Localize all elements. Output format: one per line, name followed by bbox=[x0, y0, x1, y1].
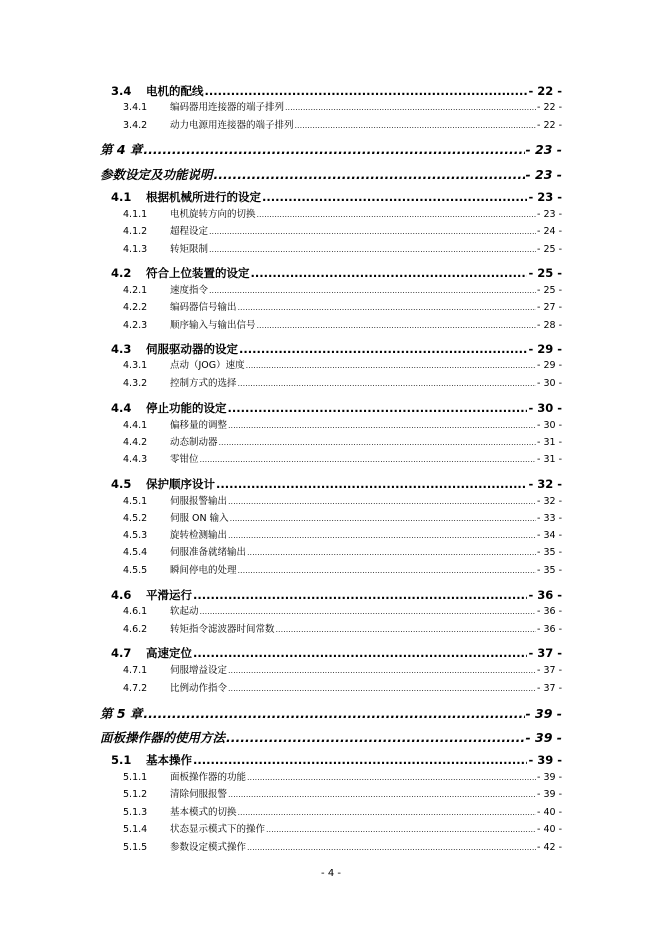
toc-entry-page: - 32 - bbox=[537, 496, 562, 507]
toc-entry-number: 4.5.1 bbox=[123, 496, 148, 507]
toc-entry-page: - 30 - bbox=[528, 401, 562, 415]
toc-entry-page: - 34 - bbox=[537, 530, 562, 541]
toc-entry-number: 4.4.1 bbox=[123, 420, 148, 431]
toc-entry-page: - 32 - bbox=[528, 477, 562, 491]
toc-entry-title: 伺服增益设定 bbox=[170, 665, 228, 676]
toc-chapter-entry[interactable] bbox=[100, 728, 562, 746]
toc-entry-number: 4.3.2 bbox=[123, 378, 148, 389]
toc-entry-page: - 37 - bbox=[537, 665, 562, 676]
dot-leader bbox=[257, 320, 537, 331]
toc-subsection-entry[interactable] bbox=[123, 804, 562, 818]
toc-entry-page: - 22 - bbox=[537, 120, 562, 131]
dot-leader bbox=[200, 606, 537, 617]
dot-leader bbox=[193, 588, 527, 602]
toc-entry-title: 电机的配线 bbox=[146, 84, 204, 98]
toc-subsection-entry[interactable] bbox=[123, 786, 562, 800]
toc-entry-page: - 23 - bbox=[525, 167, 562, 182]
toc-entry-number: 4.4.3 bbox=[123, 454, 148, 465]
dot-leader bbox=[295, 120, 537, 131]
dot-leader bbox=[247, 547, 536, 558]
toc-subsection-entry[interactable] bbox=[123, 493, 562, 507]
toc-subsection-entry[interactable] bbox=[123, 451, 562, 465]
toc-entry-title: 转矩指令滤波器时间常数 bbox=[170, 624, 275, 635]
toc-entry-number: 4.6.2 bbox=[123, 624, 148, 635]
toc-entry-title: 第 5 章 bbox=[100, 706, 143, 721]
toc-subsection-entry[interactable] bbox=[123, 621, 562, 635]
dot-leader bbox=[219, 437, 537, 448]
toc-entry-title: 停止功能的设定 bbox=[146, 401, 227, 415]
toc-entry-page: - 36 - bbox=[528, 588, 562, 602]
toc-section-entry[interactable] bbox=[111, 83, 562, 99]
toc-subsection-entry[interactable] bbox=[123, 417, 562, 431]
toc-section-entry[interactable] bbox=[111, 400, 562, 416]
toc-entry-number: 3.4 bbox=[111, 84, 132, 98]
toc-entry-page: - 23 - bbox=[528, 190, 562, 204]
toc-entry-title: 偏移量的调整 bbox=[170, 420, 228, 431]
toc-subsection-entry[interactable] bbox=[123, 299, 562, 313]
toc-entry-page: - 25 - bbox=[528, 266, 562, 280]
toc-entry-page: - 29 - bbox=[537, 360, 562, 371]
dot-leader bbox=[228, 665, 536, 676]
toc-entry-page: - 36 - bbox=[537, 624, 562, 635]
dot-leader bbox=[230, 513, 536, 524]
toc-entry-title: 保护顺序设计 bbox=[146, 477, 215, 491]
dot-leader bbox=[200, 454, 537, 465]
toc-entry-title: 平滑运行 bbox=[146, 588, 192, 602]
dot-leader bbox=[193, 753, 527, 767]
toc-entry-number: 4.7.1 bbox=[123, 665, 148, 676]
dot-leader bbox=[228, 789, 536, 800]
toc-entry-number: 4.1.3 bbox=[123, 244, 148, 255]
toc-entry-number: 4.5.3 bbox=[123, 530, 148, 541]
toc-subsection-entry[interactable] bbox=[123, 680, 562, 694]
toc-entry-page: - 37 - bbox=[528, 646, 562, 660]
toc-subsection-entry[interactable] bbox=[123, 769, 562, 783]
toc-entry-number: 4.3.1 bbox=[123, 360, 148, 371]
toc-entry-number: 4.2.1 bbox=[123, 285, 148, 296]
page-number: - 4 - bbox=[321, 868, 341, 879]
toc-section-entry[interactable] bbox=[111, 752, 562, 768]
toc-entry-title: 编码器信号输出 bbox=[170, 302, 237, 313]
dot-leader bbox=[238, 378, 537, 389]
toc-section-entry[interactable] bbox=[111, 476, 562, 492]
toc-subsection-entry[interactable] bbox=[123, 241, 562, 255]
toc-entry-page: - 23 - bbox=[537, 209, 562, 220]
toc-section-entry[interactable] bbox=[111, 341, 562, 357]
toc-subsection-entry[interactable] bbox=[123, 821, 562, 835]
toc-entry-number: 3.4.1 bbox=[123, 102, 148, 113]
toc-entry-title: 清除伺服报警 bbox=[170, 789, 228, 800]
dot-leader bbox=[238, 565, 537, 576]
toc-entry-number: 4.2 bbox=[111, 266, 132, 280]
toc-entry-title: 参数设定及功能说明 bbox=[100, 167, 213, 182]
dot-leader bbox=[214, 167, 525, 182]
toc-entry-number: 4.1.1 bbox=[123, 209, 148, 220]
toc-entry-title: 顺序输入与输出信号 bbox=[170, 320, 256, 331]
toc-entry-title: 旋转检测输出 bbox=[170, 530, 228, 541]
toc-entry-number: 4.5 bbox=[111, 477, 132, 491]
dot-leader bbox=[238, 807, 537, 818]
toc-entry-title: 瞬间停电的处理 bbox=[170, 565, 237, 576]
toc-subsection-entry[interactable] bbox=[123, 206, 562, 220]
toc-entry-number: 5.1.4 bbox=[123, 824, 148, 835]
toc-entry-number: 4.5.2 bbox=[123, 513, 148, 524]
toc-entry-page: - 36 - bbox=[537, 606, 562, 617]
toc-entry-title: 转矩限制 bbox=[170, 244, 209, 255]
toc-entry-title: 动力电源用连接器的端子排列 bbox=[170, 120, 294, 131]
toc-entry-title: 比例动作指令 bbox=[170, 683, 228, 694]
toc-entry-page: - 42 - bbox=[537, 842, 562, 853]
toc-entry-page: - 24 - bbox=[537, 226, 562, 237]
toc-subsection-entry[interactable] bbox=[123, 603, 562, 617]
toc-chapter-entry[interactable] bbox=[100, 140, 562, 158]
dot-leader bbox=[228, 420, 536, 431]
toc-entry-title: 软起动 bbox=[170, 606, 199, 617]
toc-chapter-entry[interactable] bbox=[100, 165, 562, 183]
toc-entry-title: 第 4 章 bbox=[100, 142, 143, 157]
dot-leader bbox=[143, 706, 524, 721]
dot-leader bbox=[209, 285, 536, 296]
toc-subsection-entry[interactable] bbox=[123, 282, 562, 296]
dot-leader bbox=[285, 102, 536, 113]
dot-leader bbox=[257, 209, 537, 220]
toc-entry-title: 基本操作 bbox=[146, 753, 192, 767]
toc-entry-number: 3.4.2 bbox=[123, 120, 148, 131]
toc-entry-number: 4.4.2 bbox=[123, 437, 148, 448]
dot-leader bbox=[226, 730, 525, 745]
toc-entry-title: 伺服 ON 输入 bbox=[170, 513, 229, 524]
toc-entry-page: - 35 - bbox=[537, 547, 562, 558]
toc-entry-page: - 29 - bbox=[528, 342, 562, 356]
toc-entry-title: 点动（JOG）速度 bbox=[170, 360, 245, 371]
toc-entry-number: 5.1 bbox=[111, 753, 132, 767]
dot-leader bbox=[266, 824, 536, 835]
toc-entry-page: - 35 - bbox=[537, 565, 562, 576]
toc-entry-page: - 28 - bbox=[537, 320, 562, 331]
toc-subsection-entry[interactable] bbox=[123, 527, 562, 541]
toc-subsection-entry[interactable] bbox=[123, 375, 562, 389]
toc-entry-page: - 25 - bbox=[537, 244, 562, 255]
toc-section-entry[interactable] bbox=[111, 645, 562, 661]
toc-subsection-entry[interactable] bbox=[123, 317, 562, 331]
toc-entry-title: 根据机械所进行的设定 bbox=[146, 190, 261, 204]
toc-entry-page: - 31 - bbox=[537, 454, 562, 465]
toc-entry-number: 5.1.5 bbox=[123, 842, 148, 853]
toc-entry-number: 5.1.3 bbox=[123, 807, 148, 818]
toc-entry-title: 伺服报警输出 bbox=[170, 496, 228, 507]
toc-entry-number: 4.3 bbox=[111, 342, 132, 356]
dot-leader bbox=[246, 360, 536, 371]
toc-entry-page: - 30 - bbox=[537, 420, 562, 431]
toc-entry-title: 伺服驱动器的设定 bbox=[146, 342, 238, 356]
toc-section-entry[interactable] bbox=[111, 587, 562, 603]
dot-leader bbox=[228, 530, 536, 541]
toc-entry-page: - 39 - bbox=[537, 772, 562, 783]
toc-entry-title: 速度指令 bbox=[170, 285, 209, 296]
toc-section-entry[interactable] bbox=[111, 265, 562, 281]
toc-entry-number: 4.6.1 bbox=[123, 606, 148, 617]
toc-entry-title: 符合上位装置的设定 bbox=[146, 266, 250, 280]
toc-entry-number: 4.7 bbox=[111, 646, 132, 660]
toc-entry-page: - 33 - bbox=[537, 513, 562, 524]
dot-leader bbox=[238, 302, 537, 313]
toc-subsection-entry[interactable] bbox=[123, 544, 562, 558]
dot-leader bbox=[276, 624, 537, 635]
toc-entry-page: - 40 - bbox=[537, 807, 562, 818]
toc-entry-title: 控制方式的选择 bbox=[170, 378, 237, 389]
toc-subsection-entry[interactable] bbox=[123, 562, 562, 576]
dot-leader bbox=[239, 342, 527, 356]
toc-entry-number: 4.1 bbox=[111, 190, 132, 204]
toc-entry-page: - 31 - bbox=[537, 437, 562, 448]
toc-subsection-entry[interactable] bbox=[123, 839, 562, 853]
toc-entry-page: - 39 - bbox=[528, 753, 562, 767]
toc-subsection-entry[interactable] bbox=[123, 223, 562, 237]
dot-leader bbox=[143, 142, 524, 157]
toc-subsection-entry[interactable] bbox=[123, 99, 562, 113]
toc-entry-page: - 39 - bbox=[537, 789, 562, 800]
dot-leader bbox=[193, 646, 527, 660]
toc-entry-number: 5.1.2 bbox=[123, 789, 148, 800]
toc-subsection-entry[interactable] bbox=[123, 662, 562, 676]
toc-entry-number: 5.1.1 bbox=[123, 772, 148, 783]
toc-entry-title: 高速定位 bbox=[146, 646, 192, 660]
toc-entry-number: 4.4 bbox=[111, 401, 132, 415]
toc-entry-page: - 40 - bbox=[537, 824, 562, 835]
toc-entry-page: - 39 - bbox=[525, 706, 562, 721]
toc-subsection-entry[interactable] bbox=[123, 117, 562, 131]
toc-entry-number: 4.2.3 bbox=[123, 320, 148, 331]
toc-entry-title: 参数设定模式操作 bbox=[170, 842, 247, 853]
toc-entry-page: - 30 - bbox=[537, 378, 562, 389]
dot-leader bbox=[209, 226, 536, 237]
toc-subsection-entry[interactable] bbox=[123, 510, 562, 524]
toc-entry-page: - 25 - bbox=[537, 285, 562, 296]
toc-entry-title: 超程设定 bbox=[170, 226, 209, 237]
dot-leader bbox=[228, 496, 536, 507]
toc-entry-number: 4.2.2 bbox=[123, 302, 148, 313]
toc-entry-title: 动态制动器 bbox=[170, 437, 218, 448]
toc-entry-title: 状态显示模式下的操作 bbox=[170, 824, 266, 835]
dot-leader bbox=[205, 84, 528, 98]
toc-entry-title: 零钳位 bbox=[170, 454, 199, 465]
toc-entry-page: - 37 - bbox=[537, 683, 562, 694]
toc-entry-page: - 39 - bbox=[525, 730, 562, 745]
dot-leader bbox=[228, 683, 536, 694]
toc-entry-title: 基本模式的切换 bbox=[170, 807, 237, 818]
dot-leader bbox=[247, 772, 536, 783]
dot-leader bbox=[247, 842, 536, 853]
toc-entry-page: - 27 - bbox=[537, 302, 562, 313]
dot-leader bbox=[216, 477, 527, 491]
toc-entry-number: 4.7.2 bbox=[123, 683, 148, 694]
toc-entry-page: - 22 - bbox=[528, 84, 562, 98]
dot-leader bbox=[251, 266, 528, 280]
toc-entry-page: - 22 - bbox=[537, 102, 562, 113]
toc-entry-title: 伺服准备就绪输出 bbox=[170, 547, 247, 558]
toc-entry-title: 面板操作器的使用方法 bbox=[100, 730, 226, 745]
toc-entry-number: 4.6 bbox=[111, 588, 132, 602]
toc-entry-page: - 23 - bbox=[525, 142, 562, 157]
toc-entry-number: 4.5.4 bbox=[123, 547, 148, 558]
toc-entry-title: 面板操作器的功能 bbox=[170, 772, 247, 783]
toc-entry-number: 4.1.2 bbox=[123, 226, 148, 237]
toc-chapter-entry[interactable] bbox=[100, 704, 562, 722]
dot-leader bbox=[228, 401, 528, 415]
dot-leader bbox=[209, 244, 536, 255]
toc-section-entry[interactable] bbox=[111, 189, 562, 205]
toc-entry-title: 电机旋转方向的切换 bbox=[170, 209, 256, 220]
toc-subsection-entry[interactable] bbox=[123, 357, 562, 371]
toc-entry-title: 编码器用连接器的端子排列 bbox=[170, 102, 285, 113]
toc-entry-number: 4.5.5 bbox=[123, 565, 148, 576]
dot-leader bbox=[262, 190, 527, 204]
toc-subsection-entry[interactable] bbox=[123, 434, 562, 448]
